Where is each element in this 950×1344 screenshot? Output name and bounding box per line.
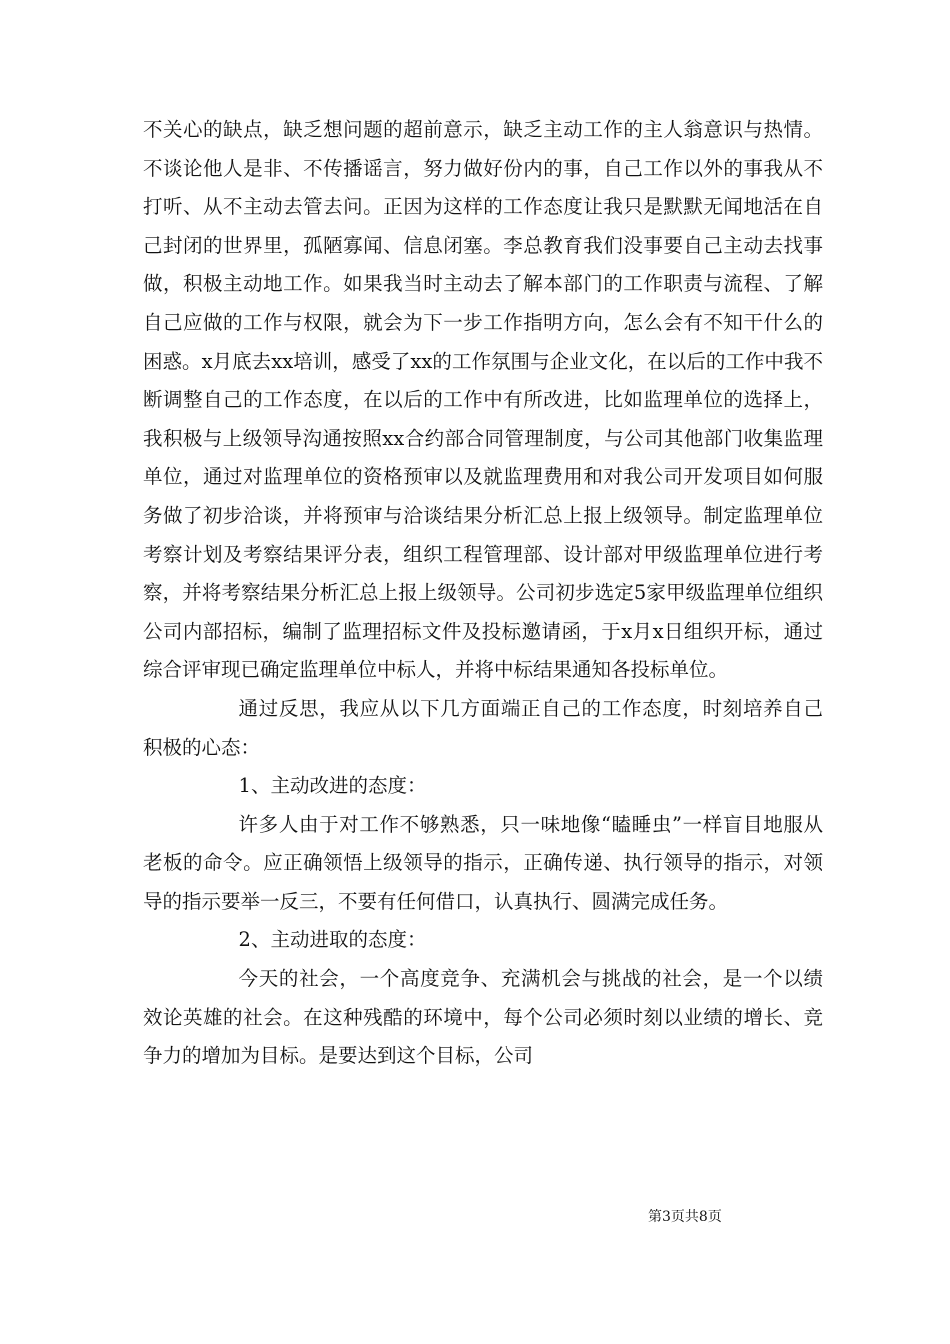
paragraph-4: 许多人由于对工作不够熟悉，只一味地像“瞌睡虫”一样盲目地服从老板的命令。应正确领悟上级领导的指示，正确传递、执行领导的指示，对领导的指示要举一反三，不要有任何借口，认真执行、圆满完成任务。 [143, 812, 823, 913]
paragraph-6: 今天的社会，一个高度竞争、充满机会与挑战的社会，是一个以绩效论英雄的社会。在这种残酷的环境中，每个公司必须时刻以业绩的增长、竞争力的增加为目标。是要达到这个目标，公司 [143, 967, 823, 1068]
paragraph-2: 通过反思，我应从以下几方面端正自己的工作态度，时刻培养自己积极的心态： [143, 696, 823, 759]
paragraph-3-heading: 1、主动改进的态度： [238, 774, 427, 798]
paragraph-1: 不关心的缺点，缺乏想问题的超前意示，缺乏主动工作的主人翁意识与热情。不谈论他人是非、不传播谣言，努力做好份内的事，自己工作以外的事我从不打听、从不主动去管去问。正因为这样的工作态度让我只是默默无闻地活在自己封闭的世界里，孤陋寡闻、信息闭塞。李总教育我们没事要自己主动去找事做，积极主动地工作。如果我当时主动去了解本部门的工作职责与流程、了解自己应做的工作与权限，就会为下一步工作指明方向，怎么会有不知干什么的困惑。x月底去xx培训，感受了xx的工作氛围与企业文化，在以后的工作中我不断调整自己的工作态度，在以后的工作中有所改进，比如监理单位的选择上，我积极与上级领导沟通按照xx合约部合同管理制度，与公司其他部门收集监理单位，通过对监理单位的资格预审以及就监理费用和对我公司开发项目如何服务做了初步洽谈，并将预审与洽谈结果分析汇总上报上级领导。制定监理单位考察计划及考察结果评分表，组织工程管理部、设计部对甲级监理单位进行考察，并将考察结果分析汇总上报上级领导。公司初步选定5家甲级监理单位组织公司内部招标，编制了监理招标文件及投标邀请函，于x月x日组织开标，通过综合评审现已确定监理单位中标人，并将中标结果通知各投标单位。 [143, 118, 823, 682]
document-body [143, 111, 823, 1076]
page-number: 第3页共8页 [648, 1209, 722, 1225]
paragraph-5-heading: 2、主动进取的态度： [238, 928, 427, 952]
